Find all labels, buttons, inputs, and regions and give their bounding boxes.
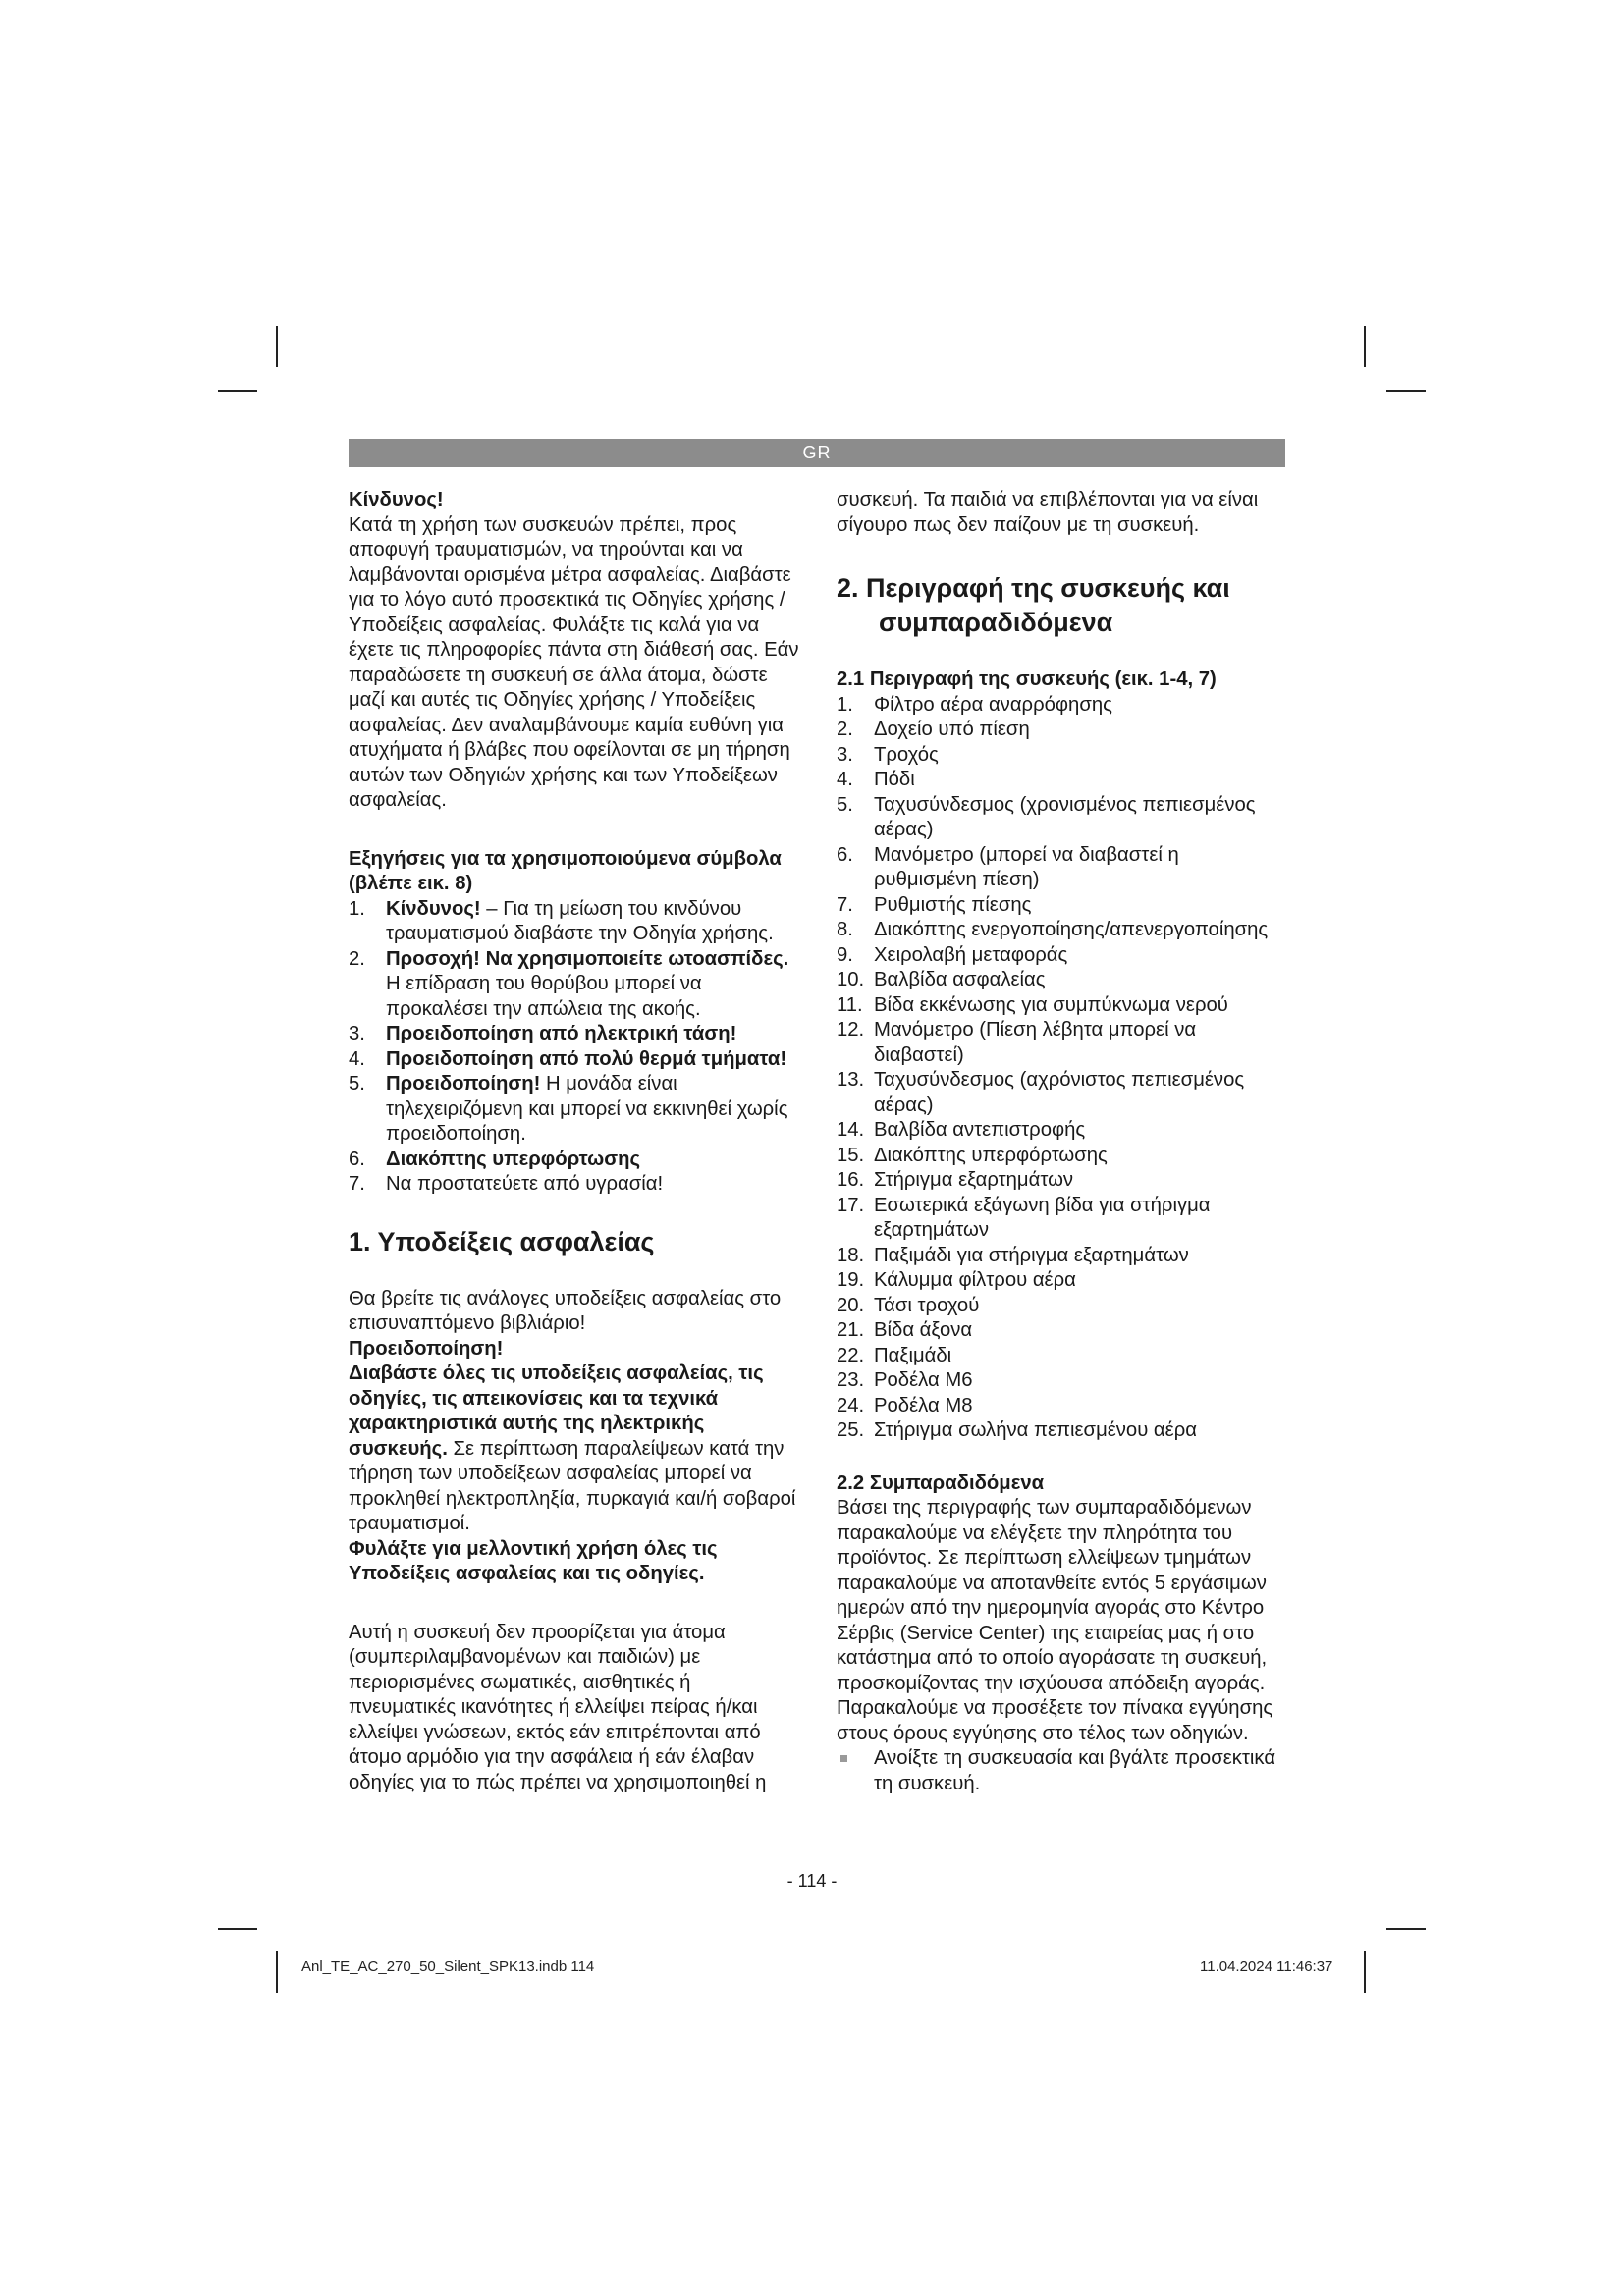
section-1-intro: Θα βρείτε τις ανάλογες υποδείξεις ασφαλείας στο επισυναπτόμενο βιβλιάριο! [349, 1287, 782, 1334]
list-item: 23. Ροδέλα Μ6 [837, 1369, 973, 1391]
crop-mark [1386, 1928, 1426, 1930]
subsection-2-2-title: 2.2 Συμπαραδιδόμενα [837, 1471, 1045, 1494]
left-column [349, 488, 802, 1795]
list-item: 20. Τάσι τροχού [837, 1294, 980, 1316]
language-header [349, 439, 1285, 467]
list-item: 14. Βαλβίδα αντεπιστροφής [837, 1119, 1086, 1141]
list-item: 2. Προσοχή! Να χρησιμοποιείτε ωτοασπίδες. Η επίδραση του θορύβου μπορεί να προκαλέσει την απώλεια της ακοής. [349, 947, 789, 1020]
list-item: 18. Παξιμάδι για στήριγμα εξαρτημάτων [837, 1244, 1189, 1266]
crop-mark [276, 1951, 278, 1993]
bullet-square-icon [840, 1755, 847, 1762]
list-item: 10. Βαλβίδα ασφαλείας [837, 969, 1046, 990]
list-item: 9. Χειρολαβή μεταφοράς [837, 943, 1068, 966]
right-column [837, 488, 1285, 1796]
list-item: 3. Προειδοποίηση από ηλεκτρική τάση! [349, 1023, 737, 1044]
list-item: 13. Ταχυσύνδεσμος (αχρόνιστος πεπιεσμένος αέρας) [837, 1069, 1245, 1116]
crop-mark [1364, 326, 1366, 367]
symbols-title: Εξηγήσεις για τα χρησιμοποιούμενα σύμβολα (βλέπε εικ. 8) [349, 847, 782, 894]
footer-datetime: 11.04.2024 11:46:37 [1200, 1958, 1333, 1975]
section-1-title: 1. Υποδείξεις ασφαλείας [349, 1226, 655, 1256]
children-paragraph-continued: συσκευή. Τα παιδιά να επιβλέπονται για να είναι σίγουρο πως δεν παίζουν με τη συσκευή. [837, 489, 1259, 536]
list-item: 19. Κάλυμμα φίλτρου αέρα [837, 1269, 1076, 1291]
list-item: 12. Μανόμετρο (Πίεση λέβητα μπορεί να διαβαστεί) [837, 1019, 1197, 1066]
list-item: 4. Προειδοποίηση από πολύ θερμά τμήματα! [349, 1047, 787, 1070]
list-item: 15. Διακόπτης υπερφόρτωσης [837, 1144, 1108, 1166]
list-item: 3. Τροχός [837, 743, 939, 766]
list-item: 17. Εσωτερικά εξάγωνη βίδα για στήριγμα εξαρτημάτων [837, 1194, 1211, 1241]
list-item: 6. Διακόπτης υπερφόρτωσης [349, 1148, 641, 1170]
footer-file-name: Anl_TE_AC_270_50_Silent_SPK13.indb 114 [301, 1958, 595, 1975]
warning-paragraph: Διαβάστε όλες τις υποδείξεις ασφαλείας, τις οδηγίες, τις απεικονίσεις και τα τεχνικά χαρακτηριστικά αυτής της ηλεκτρικής συσκευής. Σε περίπτωση παραλείψεων κατά την τήρηση των υποδείξεων ασφαλείας μπορεί να προκληθεί ηλεκτροπληξία, πυρκαγιά και/ή σοβαροί τραυματισμοί. [349, 1362, 796, 1534]
list-item: 2. Δοχείο υπό πίεση [837, 719, 1030, 740]
list-item: 5. Ταχυσύνδεσμος (χρονισμένος πεπιεσμένος αέρας) [837, 793, 1256, 840]
list-item: 21. Βίδα άξονα [837, 1319, 973, 1341]
list-item: 5. Προειδοποίηση! Η μονάδα είναι τηλεχειριζόμενη και μπορεί να εκκινηθεί χωρίς προειδοποίηση. [349, 1073, 788, 1145]
warning-label: Προειδοποίηση! [349, 1337, 504, 1360]
children-paragraph: Αυτή η συσκευή δεν προορίζεται για άτομα (συμπεριλαμβανομένων και παιδιών) με περιορισμένες σωματικές, αισθητικές ή πνευματικές ικανότητες ή ελλείψει πείρας ή/και ελλείψει γνώσεων, εκτός εάν επιτρέπονται από άτομο αρμόδιο για την ασφάλεια ή εάν έλαβαν οδηγίες για το πώς πρέπει να χρησιμοποιηθεί η [349, 1621, 767, 1793]
subsection-2-1-title: 2.1 Περιγραφή της συσκευής (εικ. 1-4, 7) [837, 668, 1217, 690]
list-item: 24. Ροδέλα Μ8 [837, 1394, 973, 1416]
list-item: 22. Παξιμάδι [837, 1344, 952, 1366]
danger-title: Κίνδυνος! [349, 489, 444, 510]
crop-mark [1386, 390, 1426, 392]
language-code: GR [802, 443, 832, 462]
crop-mark [218, 1928, 257, 1930]
list-item: 7. Να προστατεύετε από υγρασία! [349, 1173, 664, 1195]
list-item: 6. Μανόμετρο (μπορεί να διαβαστεί η ρυθμισμένη πίεση) [837, 843, 1179, 890]
list-item: 7. Ρυθμιστής πίεσης [837, 893, 1032, 916]
danger-text: Κατά τη χρήση των συσκευών πρέπει, προς αποφυγή τραυματισμών, να τηρούνται και να λαμβάνονται ορισμένα μέτρα ασφαλείας. Διαβάστε για το λόγο αυτό προσεκτικά τις Οδηγίες χρήσης / Υποδείξεις ασφαλείας. Φυλάξτε τις καλά για να έχετε τις πληροφορίες πάντα στη διάθεσή σας. Εάν παραδώσετε τη συσκευή σε άλλα άτομα, δώστε μαζί και αυτές τις Οδηγίες χρήσης / Υποδείξεις ασφαλείας. Δεν αναλαμβάνουμε καμία ευθύνη για ατυχήματα ή βλάβες που οφείλονται σε μη τήρηση αυτών των Οδηγιών χρήσης και των Υποδείξεων ασφαλείας. [349, 513, 799, 811]
crop-mark [218, 390, 257, 392]
parts-list [837, 693, 1285, 1444]
section-2-title: 2. Περιγραφή της συσκευής και συμπαραδιδόμενα [837, 573, 1230, 637]
subsection-2-2-text: Βάσει της περιγραφής των συμπαραδιδόμενων παρακαλούμε να ελέγξετε την πληρότητα του προϊόντος. Σε περίπτωση ελλείψεων τμημάτων παρακαλούμε να αποτανθείτε εντός 5 εργάσιμων ημερών από την ημερομηνία αγοράς στο Κέντρο Σέρβις (Service Center) της εταιρείας μας ή στο κατάστημα από το οποίο αγοράσατε τη συσκευή, προσκομίζοντας την ισχύουσα απόδειξη αγοράς. Παρακαλούμε να προσέξετε τον πίνακα εγγύησης στους όρους εγγύησης στο τέλος των οδηγιών. [837, 1497, 1273, 1744]
list-item: 16. Στήριγμα εξαρτημάτων [837, 1169, 1074, 1191]
bullet-list [837, 1746, 1285, 1796]
list-item: Ανοίξτε τη συσκευασία και βγάλτε προσεκτικά τη συσκευή. [837, 1746, 1285, 1796]
crop-mark [276, 326, 278, 367]
keep-instructions: Φυλάξτε για μελλοντική χρήση όλες τις Υποδείξεις ασφαλείας και τις οδηγίες. [349, 1537, 718, 1584]
list-item: 1. Κίνδυνος! – Για τη μείωση του κινδύνου τραυματισμού διαβάστε την Οδηγία χρήσης. [349, 897, 774, 944]
symbols-list [349, 897, 802, 1198]
crop-mark [1364, 1951, 1366, 1993]
page-number: - 114 - [786, 1871, 838, 1891]
list-item: 11. Βίδα εκκένωσης για συμπύκνωμα νερού [837, 993, 1228, 1016]
list-item: 8. Διακόπτης ενεργοποίησης/απενεργοποίησης [837, 919, 1269, 940]
list-item: 4. Πόδι [837, 769, 915, 790]
list-item: 25. Στήριγμα σωλήνα πεπιεσμένου αέρα [837, 1419, 1197, 1441]
list-item: 1. Φίλτρο αέρα αναρρόφησης [837, 693, 1112, 716]
